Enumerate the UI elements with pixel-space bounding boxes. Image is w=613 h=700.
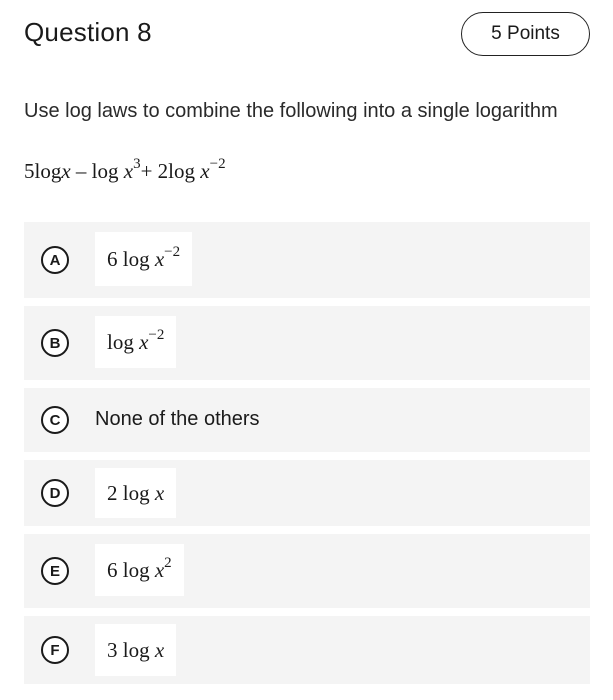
math-exponent: 2 (164, 555, 172, 571)
math-expression (107, 557, 172, 583)
expr-part: + 2log (140, 159, 201, 183)
math-part: 3 log (107, 637, 155, 662)
option-c[interactable] (24, 388, 590, 452)
option-d[interactable] (24, 460, 590, 526)
option-b[interactable] (24, 306, 590, 380)
math-exponent: −2 (148, 327, 165, 343)
expr-var: x (61, 159, 71, 183)
math-part: 6 log (107, 247, 155, 271)
option-letter-d: D (41, 479, 69, 507)
option-letter-f: F (41, 636, 69, 664)
option-f[interactable] (24, 616, 590, 684)
option-e[interactable] (24, 534, 590, 608)
math-var: x (154, 637, 165, 662)
question-prompt: Use log laws to combine the following into a single logarithm (24, 100, 558, 122)
math-expression (107, 481, 164, 506)
option-answer-f (95, 624, 176, 676)
math-var: x (139, 330, 149, 354)
math-part: log (107, 330, 140, 354)
question-title: Question 8 (24, 17, 152, 47)
expr-part: 5log (24, 159, 62, 183)
expr-exponent: −2 (209, 156, 226, 172)
math-var: x (154, 480, 165, 505)
expr-var: x (200, 159, 210, 183)
math-var: x (154, 247, 165, 271)
math-expression (107, 638, 164, 663)
math-part: 2 log (107, 480, 155, 505)
option-letter-c: C (41, 406, 69, 434)
option-answer-b (95, 316, 176, 368)
math-expression (107, 329, 164, 355)
option-answer-d (95, 468, 176, 518)
expr-var: x (123, 159, 134, 183)
option-letter-e: E (41, 557, 69, 585)
option-letter-a: A (41, 246, 69, 274)
option-a[interactable] (24, 222, 590, 298)
option-answer-c: None of the others (95, 408, 260, 430)
expr-part: – log (70, 159, 124, 183)
points-badge[interactable]: 5 Points (461, 12, 590, 56)
math-exponent: −2 (164, 244, 181, 260)
option-letter-b: B (41, 329, 69, 357)
option-answer-a (95, 232, 192, 286)
math-var: x (154, 558, 165, 582)
option-answer-e (95, 544, 184, 596)
question-expression (24, 158, 226, 184)
expr-exponent: 3 (133, 156, 141, 172)
math-expression (107, 246, 180, 272)
math-part: 6 log (107, 558, 155, 582)
